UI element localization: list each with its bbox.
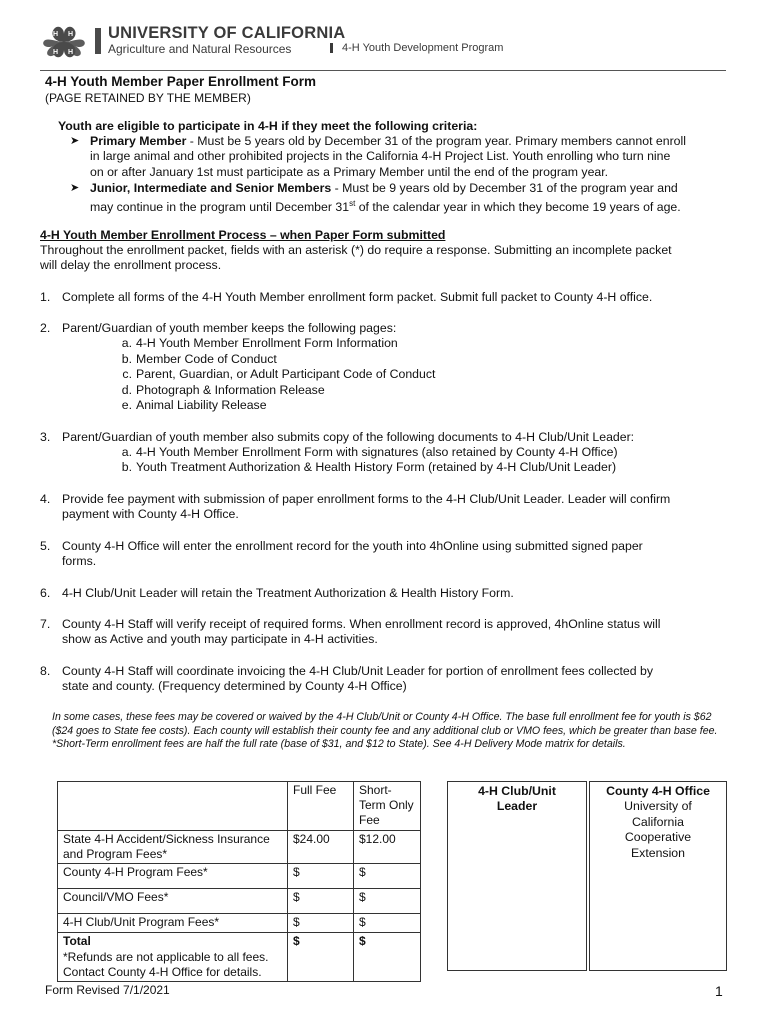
step-text: Provide fee payment with submission of paper enrollment forms to the 4-H Club/Unit Leader. Leader will confirm xyxy=(62,492,671,506)
step-number: 1. xyxy=(40,290,51,304)
short-fee-cell[interactable]: $ xyxy=(354,914,421,933)
step-text: County 4-H Office will enter the enrollment record for the youth into 4hOnline using submitted signed paper xyxy=(62,539,643,553)
column-header: Short-Term Only Fee xyxy=(354,782,421,831)
bullet-label: Junior, Intermediate and Senior Members xyxy=(90,181,332,195)
svg-text:H: H xyxy=(53,49,59,56)
step-number: 8. xyxy=(40,664,51,678)
svg-text:H: H xyxy=(68,49,74,56)
fee-table xyxy=(57,781,421,982)
step-number: 5. xyxy=(40,539,51,553)
process-intro xyxy=(40,243,672,274)
total-label: Total xyxy=(63,934,91,949)
fee-note: In some cases, these fees may be covered or waived by the 4-H Club/Unit or County 4-H Office. The base full enrollment fee for youth is $62 ($24 goes to State fee costs). Each county will establish their county fee and any additional club or VMO fees, which be greater than base fee. *Short-Term enrollment fees are half the full rate (base of $31, and $12 to State). See 4-H Delivery Mode matrix for details. xyxy=(52,711,718,751)
superscript: st xyxy=(349,199,356,209)
fee-label: Council/VMO Fees* xyxy=(58,889,288,914)
bullet-text: - Must be 5 years old by December 31 of the program year. Primary members cannot enroll xyxy=(186,134,686,148)
refund-note: *Refunds are not applicable to all fees. Contact County 4-H Office for details. xyxy=(63,949,269,979)
step-number: 6. xyxy=(40,586,51,600)
table-row xyxy=(58,831,421,864)
step-text: Parent/Guardian of youth member keeps the following pages: xyxy=(62,321,397,335)
county-office-box xyxy=(589,781,727,971)
form-title: 4-H Youth Member Paper Enrollment Form xyxy=(45,74,317,89)
criteria-bullet xyxy=(70,134,730,180)
svg-text:H: H xyxy=(53,31,59,38)
program-name: 4-H Youth Development Program xyxy=(342,42,504,54)
column-header: Full Fee xyxy=(288,782,354,831)
short-fee-cell[interactable]: $ xyxy=(354,889,421,914)
table-row xyxy=(58,889,421,914)
step-number: 4. xyxy=(40,492,51,506)
total-full-cell[interactable]: $ xyxy=(288,933,354,982)
sub-item: b. Youth Treatment Authorization & Health History Form (retained by 4-H Club/Unit Leader) xyxy=(121,460,617,474)
sub-item: d. Photograph & Information Release xyxy=(121,383,325,397)
county-heading: County 4-H Office xyxy=(606,784,710,798)
revision-date: Form Revised 7/1/2021 xyxy=(45,983,170,997)
full-fee-cell[interactable]: $ xyxy=(288,889,354,914)
bullet-text: - Must be 9 years old by December 31 of the program year and xyxy=(331,181,678,195)
header-rule xyxy=(40,70,726,71)
leader-box xyxy=(447,781,587,971)
total-cell xyxy=(58,933,288,982)
table-row xyxy=(58,914,421,933)
sub-item: a. 4-H Youth Member Enrollment Form Information xyxy=(121,336,398,350)
page-number: 1 xyxy=(715,983,723,999)
step-number: 2. xyxy=(40,321,51,335)
bullet-text: may continue in the program until December 31 xyxy=(90,200,350,215)
svg-text:H: H xyxy=(68,31,74,38)
short-fee-cell[interactable]: $ xyxy=(354,864,421,889)
bullet-label: Primary Member xyxy=(90,134,187,148)
full-fee-cell[interactable]: $24.00 xyxy=(288,831,354,864)
criteria-heading: Youth are eligible to participate in 4-H if they meet the following criteria: xyxy=(58,119,478,133)
sub-item: c. Parent, Guardian, or Adult Participant Code of Conduct xyxy=(122,367,436,381)
division-name: Agriculture and Natural Resources xyxy=(108,42,292,56)
leader-heading: 4-H Club/Unit Leader xyxy=(478,784,556,814)
arrow-bullet-icon: ➤ xyxy=(70,182,80,194)
fee-label: State 4-H Accident/Sickness Insurance and Program Fees* xyxy=(58,831,288,864)
step-text: state and county. (Frequency determined by County 4-H Office) xyxy=(62,679,407,694)
step-text: payment with County 4-H Office. xyxy=(62,507,239,522)
form-subtitle: (PAGE RETAINED BY THE MEMBER) xyxy=(45,91,251,105)
header-separator xyxy=(330,43,333,53)
sub-item: e. Animal Liability Release xyxy=(121,398,267,412)
process-heading: 4-H Youth Member Enrollment Process – when Paper Form submitted xyxy=(40,228,446,242)
step-text: Parent/Guardian of youth member also submits copy of the following documents to 4-H Club/Unit Leader: xyxy=(62,430,635,444)
step-number: 3. xyxy=(40,430,51,444)
step-text: 4-H Club/Unit Leader will retain the Treatment Authorization & Health History Form. xyxy=(62,586,514,600)
criteria-bullet xyxy=(70,181,730,216)
full-fee-cell[interactable]: $ xyxy=(288,914,354,933)
intro-line: Throughout the enrollment packet, fields with an asterisk (*) do require a response. Submitting an incomplete packet xyxy=(40,243,672,257)
bullet-text: on or after January 1st must participate as a Primary Member until the end of the program year. xyxy=(90,164,609,179)
total-short-cell[interactable]: $ xyxy=(354,933,421,982)
sub-item: b. Member Code of Conduct xyxy=(121,352,277,366)
fee-label: 4-H Club/Unit Program Fees* xyxy=(58,914,288,933)
bullet-text: in large animal and other prohibited projects in the California 4-H Project List. Youth enrolling who turn nine xyxy=(90,149,671,164)
county-text: University of California Cooperative Extension xyxy=(624,799,692,860)
table-row xyxy=(58,864,421,889)
step-text: County 4-H Staff will coordinate invoicing the 4-H Club/Unit Leader for portion of enrollment fees collected by xyxy=(62,664,654,678)
university-name: UNIVERSITY OF CALIFORNIA xyxy=(108,24,346,42)
step-text: show as Active and youth may participate in 4-H activities. xyxy=(62,632,378,647)
step-text: forms. xyxy=(62,554,97,569)
fee-label: County 4-H Program Fees* xyxy=(58,864,288,889)
table-header-row xyxy=(58,782,421,831)
bullet-text: of the calendar year in which they become 19 years of age. xyxy=(355,200,681,215)
short-fee-cell[interactable]: $12.00 xyxy=(354,831,421,864)
step-number: 7. xyxy=(40,617,51,631)
full-fee-cell[interactable]: $ xyxy=(288,864,354,889)
intro-line: will delay the enrollment process. xyxy=(40,258,222,273)
sub-item: a. 4-H Youth Member Enrollment Form with signatures (also retained by County 4-H Office) xyxy=(121,445,618,459)
header-blank-cell xyxy=(58,782,288,831)
step-text: Complete all forms of the 4-H Youth Member enrollment form packet. Submit full packet to County 4-H office. xyxy=(62,290,653,304)
total-row xyxy=(58,933,421,982)
logo-divider xyxy=(95,28,101,54)
arrow-bullet-icon: ➤ xyxy=(70,135,80,147)
step-text: County 4-H Staff will verify receipt of required forms. When enrollment record is approved, 4hOnline status will xyxy=(62,617,661,631)
four-h-clover-logo xyxy=(40,22,88,62)
